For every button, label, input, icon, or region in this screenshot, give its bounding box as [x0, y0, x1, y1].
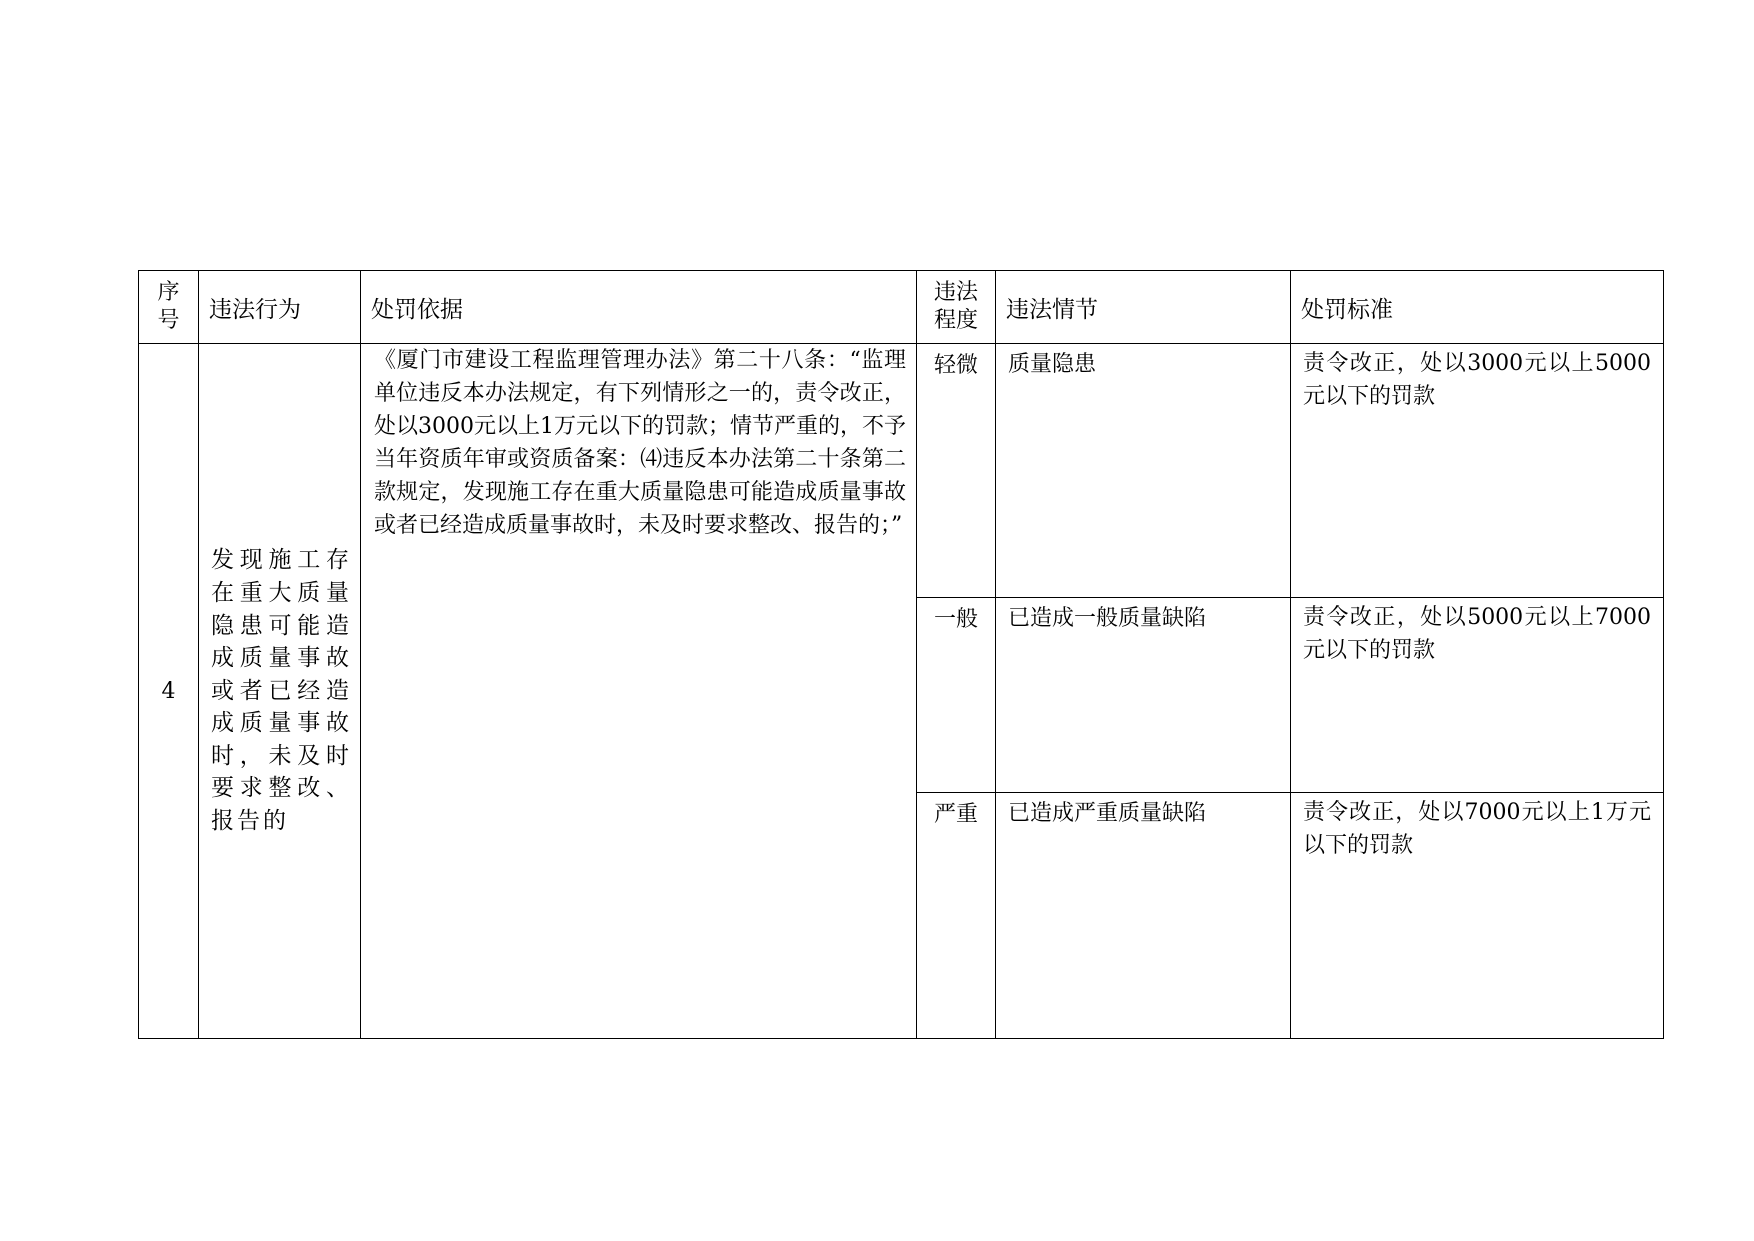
header-degree-line-1: 违法: [933, 280, 978, 305]
level-degree-severe: 严重: [917, 793, 996, 1039]
header-seq: [139, 271, 199, 344]
level-degree-minor: 轻微: [917, 344, 996, 598]
level-circumstance-severe: 已造成严重质量缺陷: [996, 793, 1291, 1039]
header-degree-line-2: 程度: [933, 308, 978, 333]
header-basis: 处罚依据: [361, 271, 917, 344]
row-seq: 4: [139, 344, 199, 1039]
level-standard-minor: 责令改正，处以3000元以上5000元以下的罚款: [1291, 344, 1664, 598]
level-circumstance-minor: 质量隐患: [996, 344, 1291, 598]
level-degree-general: 一般: [917, 598, 996, 793]
header-seq-line-1: 序: [157, 280, 180, 305]
table-row: [139, 344, 1664, 598]
level-standard-severe: 责令改正，处以7000元以上1万元以下的罚款: [1291, 793, 1664, 1039]
row-behavior: 发现施工存在重大质量隐患可能造成质量事故或者已经造成质量事故时，未及时要求整改、报告的: [199, 344, 361, 1039]
header-standard: 处罚标准: [1291, 271, 1664, 344]
penalty-standards-table: [138, 270, 1664, 1039]
row-basis: 《厦门市建设工程监理管理办法》第二十八条：“监理单位违反本办法规定，有下列情形之一的，责令改正，处以3000元以上1万元以下的罚款；情节严重的，不予当年资质年审或资质备案：⑷违反本办法第二十条第二款规定，发现施工存在重大质量隐患可能造成质量事故或者已经造成质量事故时，未及时要求整改、报告的；”: [361, 344, 917, 1039]
header-degree: [917, 271, 996, 344]
level-standard-general: 责令改正，处以5000元以上7000元以下的罚款: [1291, 598, 1664, 793]
header-row: [139, 271, 1664, 344]
header-circumstance: 违法情节: [996, 271, 1291, 344]
level-circumstance-general: 已造成一般质量缺陷: [996, 598, 1291, 793]
header-behavior: 违法行为: [199, 271, 361, 344]
header-seq-line-2: 号: [157, 308, 180, 333]
